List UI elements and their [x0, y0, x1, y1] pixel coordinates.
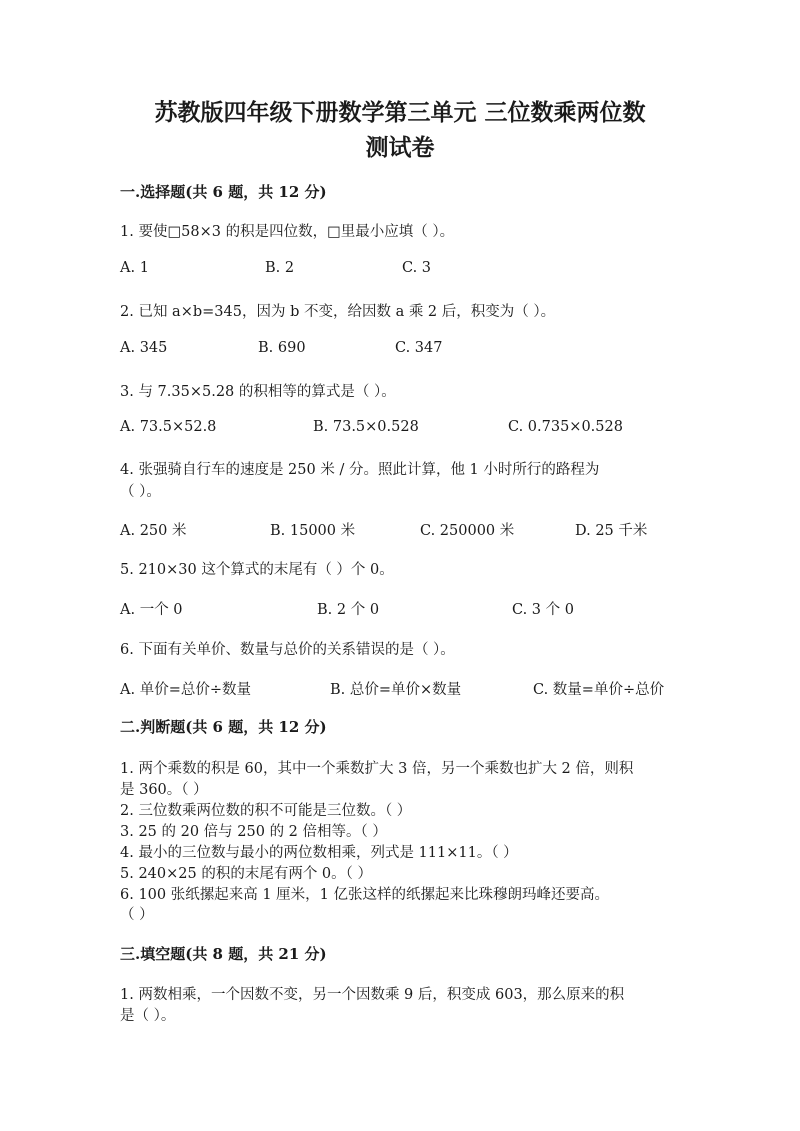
option-b: B. 15000 米: [270, 523, 356, 539]
section-heading-judge: 二.判断题(共 6 题，共 12 分): [120, 718, 327, 736]
option-b: B. 73.5×0.528: [313, 419, 419, 435]
fill-line: 是（ ）。: [120, 1008, 176, 1024]
judge-line: 2. 三位数乘两位数的积不可能是三位数。（ ）: [120, 803, 412, 819]
option-b: B. 690: [258, 340, 306, 356]
option-a: A. 73.5×52.8: [120, 419, 217, 435]
option-b: B. 2: [265, 260, 295, 276]
option-a: A. 1: [120, 260, 149, 276]
question-stem: 6. 下面有关单价、数量与总价的关系错误的是（ ）。: [120, 642, 455, 658]
option-c: C. 0.735×0.528: [508, 419, 623, 435]
question-stem-continued: （ ）。: [120, 484, 161, 500]
judge-line: 5. 240×25 的积的末尾有两个 0。（ ）: [120, 866, 373, 882]
option-b: B. 总价=单价×数量: [330, 682, 462, 698]
judge-line: （ ）: [120, 907, 154, 923]
option-a: A. 一个 0: [120, 602, 183, 618]
question-stem: 1. 要使□58×3 的积是四位数，□里最小应填（ ）。: [120, 224, 455, 240]
option-c: C. 347: [395, 340, 443, 356]
option-c: C. 3 个 0: [512, 602, 574, 618]
option-c: C. 数量=单价÷总价: [533, 682, 665, 698]
fill-line: 1. 两数相乘，一个因数不变，另一个因数乘 9 后，积变成 603，那么原来的积: [120, 987, 625, 1003]
question-stem: 5. 210×30 这个算式的末尾有（ ）个 0。: [120, 562, 394, 578]
option-b: B. 2 个 0: [317, 602, 380, 618]
option-a: A. 345: [120, 340, 168, 356]
question-stem: 3. 与 7.35×5.28 的积相等的算式是（ ）。: [120, 384, 396, 400]
question-stem: 4. 张强骑自行车的速度是 250 米 / 分。照此计算，他 1 小时所行的路程为: [120, 462, 600, 478]
question-stem: 2. 已知 a×b=345，因为 b 不变，给因数 a 乘 2 后，积变为（ ）。: [120, 304, 556, 320]
page-title: 苏教版四年级下册数学第三单元 三位数乘两位数: [154, 99, 646, 126]
option-a: A. 250 米: [120, 523, 187, 539]
judge-line: 3. 25 的 20 倍与 250 的 2 倍相等。（ ）: [120, 824, 387, 840]
section-heading-fill: 三.填空题(共 8 题，共 21 分): [120, 945, 327, 963]
judge-line: 1. 两个乘数的积是 60，其中一个乘数扩大 3 倍，另一个乘数也扩大 2 倍，则积: [120, 761, 634, 777]
judge-line: 4. 最小的三位数与最小的两位数相乘，列式是 111×11。（ ）: [120, 845, 518, 861]
judge-line: 6. 100 张纸摞起来高 1 厘米，1 亿张这样的纸摞起来比珠穆朗玛峰还要高。: [120, 887, 610, 903]
judge-line: 是 360。（ ）: [120, 782, 208, 798]
option-c: C. 3: [402, 260, 432, 276]
section-heading-choice: 一.选择题(共 6 题，共 12 分): [120, 183, 327, 201]
option-d: D. 25 千米: [575, 523, 648, 539]
page-title-line2: 测试卷: [365, 134, 435, 161]
option-a: A. 单价=总价÷数量: [120, 682, 251, 698]
option-c: C. 250000 米: [420, 523, 515, 539]
